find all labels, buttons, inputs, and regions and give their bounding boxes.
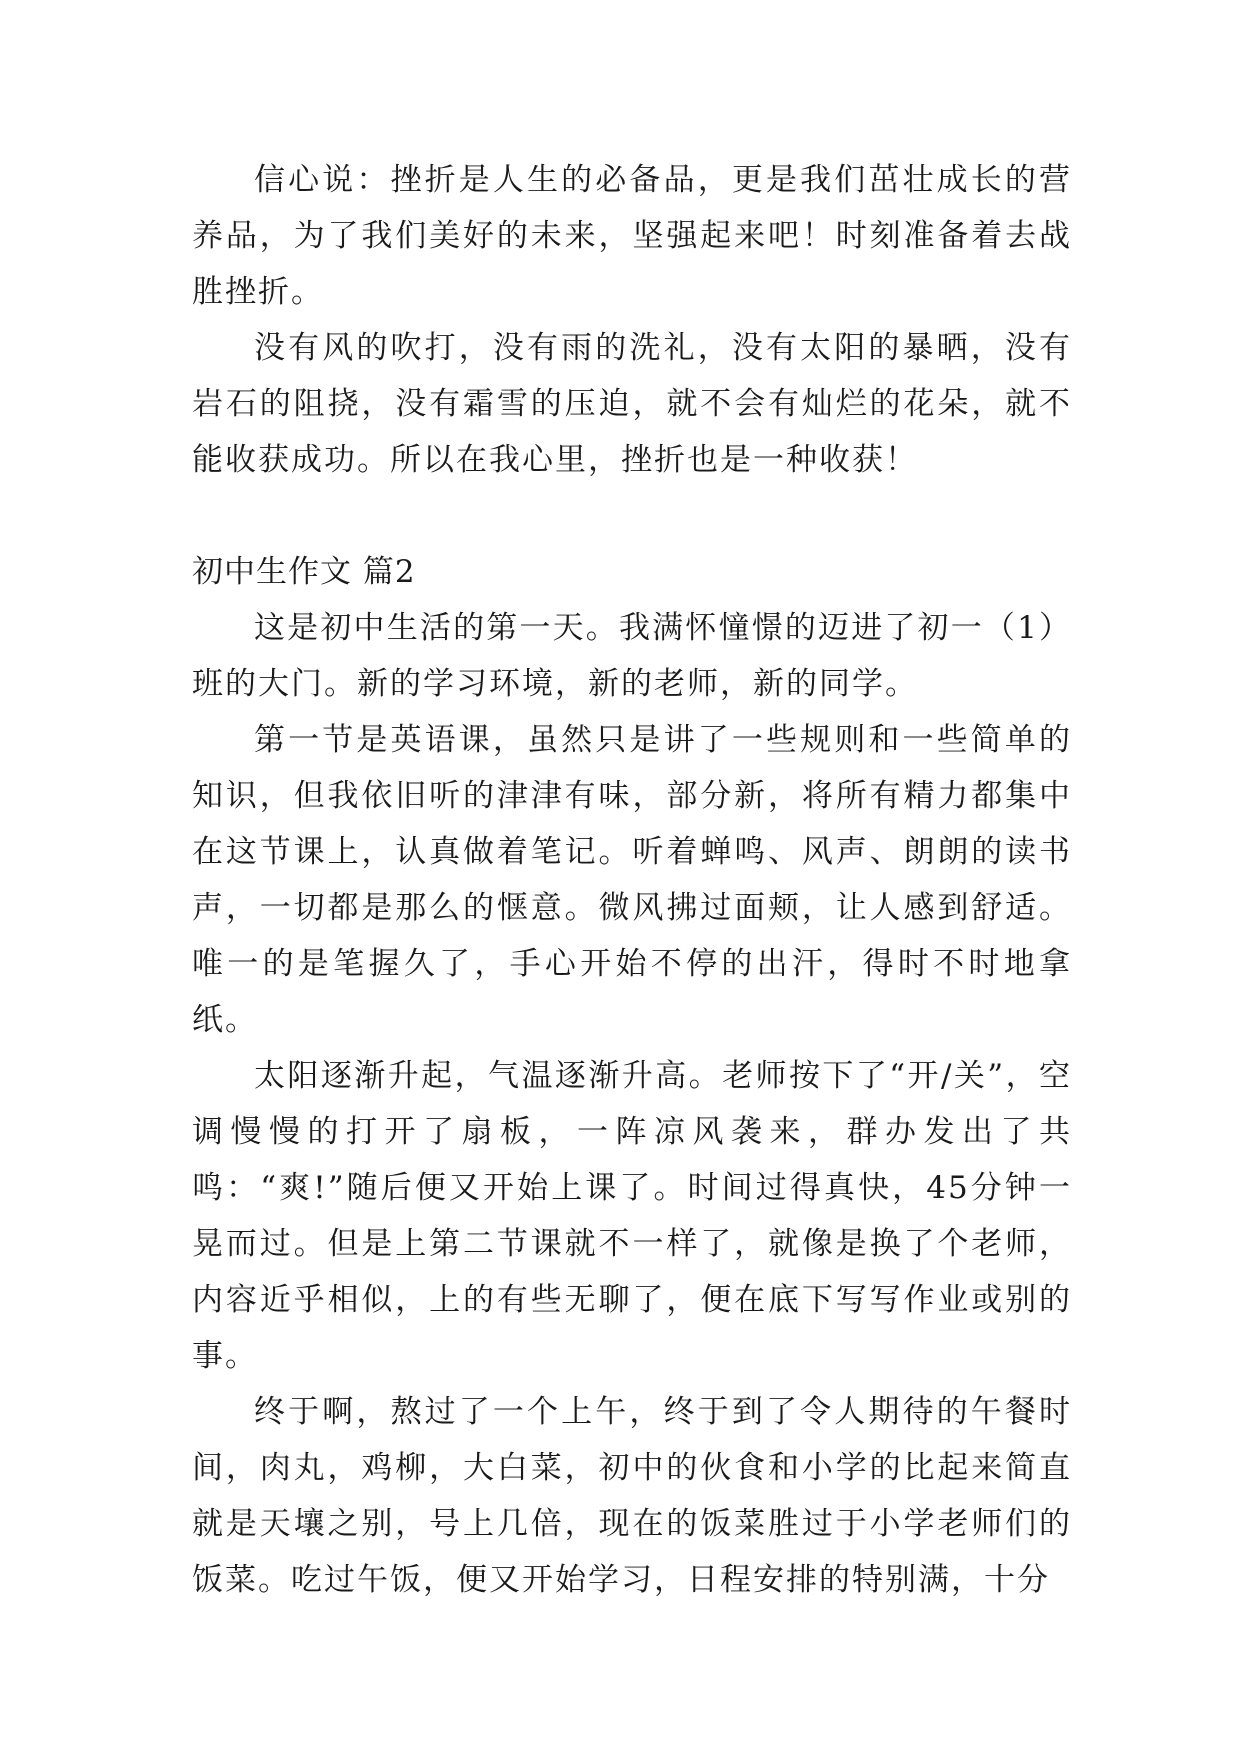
paragraph-confidence: 信心说：挫折是人生的必备品，更是我们茁壮成长的营养品，为了我们美好的未来，坚强起来吧！时刻准备着去战胜挫折。 [192, 162, 1072, 310]
paragraph-air-conditioner: 太阳逐渐升起，气温逐渐升高。老师按下了“开/关”，空调慢慢的打开了扇板，一阵凉风袭来，群办发出了共鸣：“爽!”随后便又开始上课了。时间过得真快，45分钟一晃而过。但是上第二节课就不一样了，就像是换了个老师，内容近乎相似，上的有些无聊了，便在底下写写作业或别的事。 [192, 1058, 1072, 1374]
section-heading: 初中生作文 篇2 [192, 554, 416, 590]
document-body [192, 152, 1072, 1608]
paragraph-lunch: 终于啊，熬过了一个上午，终于到了令人期待的午餐时间，肉丸，鸡柳，大白菜，初中的伙食和小学的比起来简直就是天壤之别，号上几倍，现在的饭菜胜过于小学老师们的饭菜。吃过午饭，便又开始学习，日程安排的特别满，十分 [192, 1394, 1072, 1598]
paragraph-english-class: 第一节是英语课，虽然只是讲了一些规则和一些简单的知识，但我依旧听的津津有味，部分新，将所有精力都集中在这节课上，认真做着笔记。听着蝉鸣、风声、朗朗的读书声，一切都是那么的惬意。微风拂过面颊，让人感到舒适。唯一的是笔握久了，手心开始不停的出汗，得时不时地拿纸。 [192, 722, 1072, 1038]
section-gap [192, 488, 1072, 544]
paragraph-first-day: 这是初中生活的第一天。我满怀憧憬的迈进了初一（1）班的大门。新的学习环境，新的老师，新的同学。 [192, 610, 1072, 702]
paragraph-setback-harvest: 没有风的吹打，没有雨的洗礼，没有太阳的暴晒，没有岩石的阻挠，没有霜雪的压迫，就不会有灿烂的花朵，就不能收获成功。所以在我心里，挫折也是一种收获！ [192, 330, 1072, 478]
